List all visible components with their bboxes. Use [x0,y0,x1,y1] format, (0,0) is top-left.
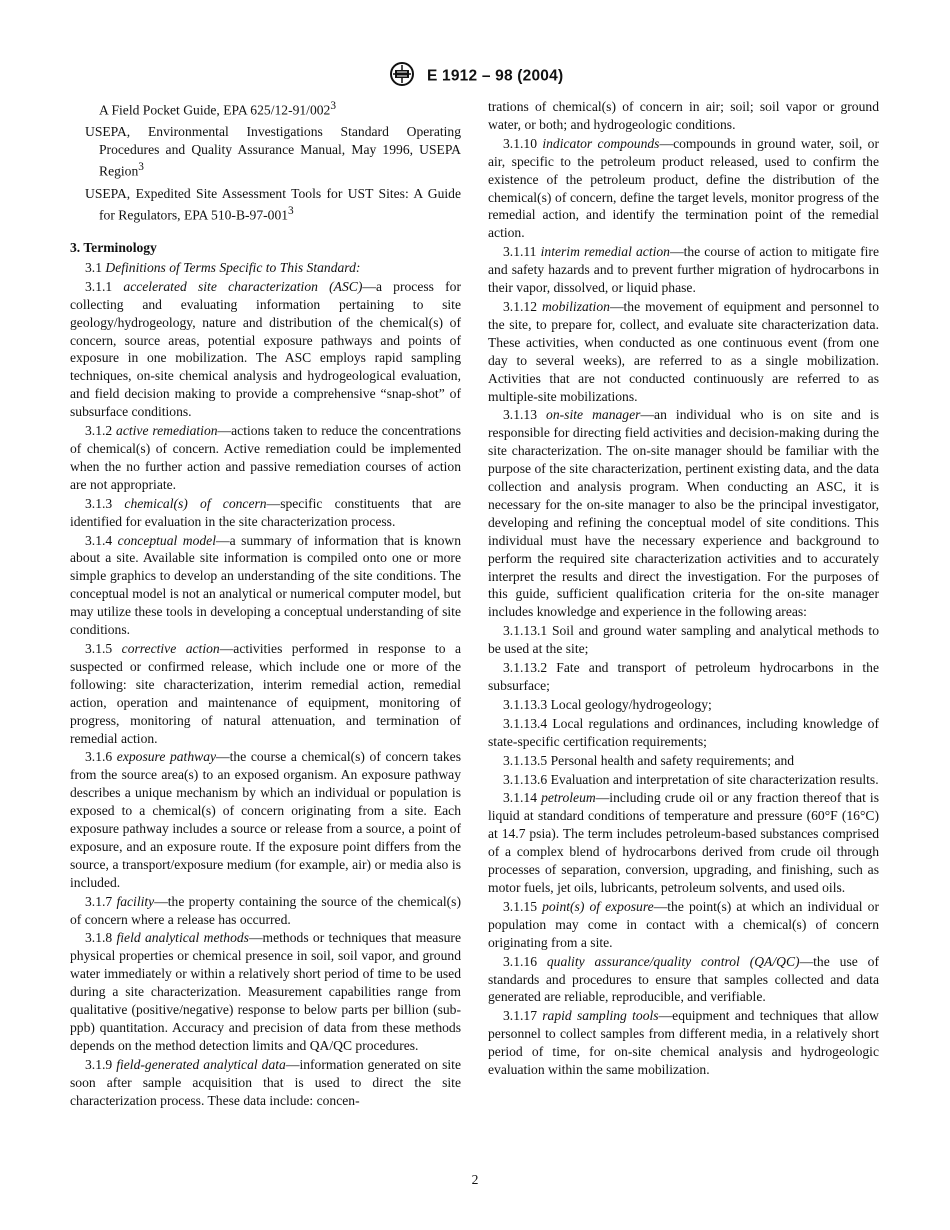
list-item: 3.1.13.4 Local regulations and ordinances, including knowledge of state-specific certification requirements; [488,715,879,749]
definition-paragraph: 3.1.15 point(s) of exposure—the point(s) at which an individual or population may come in contact with a chemical(s) of concern originating from a site. [488,898,879,950]
definition-paragraph: 3.1.9 field-generated analytical data—information generated on site soon after sample acquisition that is used to direct the site characterization process. These data include: concen- [70,1056,461,1108]
definition-paragraph: 3.1.5 corrective action—activities performed in response to a suspected or confirmed release, which include one or more of the following: site characterization, interim remedial action, remedial action, operation and maintenance of equipment, monitoring of progress, monitoring of natural attenuation, and termination of remedial action. [70,640,461,746]
astm-logo-icon [387,62,417,91]
definition-paragraph: 3.1.2 active remediation—actions taken to reduce the concentrations of chemical(s) of concern. Active remediation could be implemented when the no further action and passive remediation courses of action are not appropriate. [70,423,461,492]
list-item: 3.1.13.6 Evaluation and interpretation of site characterization results. [503,771,879,787]
subsection-heading: 3.1 Definitions of Terms Specific to This Standard: [85,259,361,275]
standard-designation: E 1912 – 98 (2004) [427,67,564,85]
continued-paragraph: trations of chemical(s) of concern in air; soil; soil vapor or ground water, or both; and hydrogeologic conditions. [488,99,879,132]
right-column [488,98,879,1079]
list-item: 3.1.13.1 Soil and ground water sampling and analytical methods to be used at the site; [488,623,879,657]
definition-paragraph: 3.1.7 facility—the property containing the source of the chemical(s) of concern where a release has occurred. [70,893,461,927]
definition-paragraph: 3.1.17 rapid sampling tools—equipment and techniques that allow personnel to collect samples from different media, in a relatively short period of time, for on-site chemical analysis and hydrogeologic evaluation within the same mobilization. [488,1008,879,1078]
left-column [70,98,461,1110]
definition-paragraph: 3.1.1 accelerated site characterization (ASC)—a process for collecting and evaluating information pertaining to site geology/hydrogeology, nature and distribution of the chemical(s) of concern, source areas, potential exposure pathways and points of exposure in one mobilization. The ASC employs rapid sampling techniques, on-site chemical analysis and hydrogeological evaluation, and field decision making to provide a comprehensive “snap-shot” of subsurface conditions. [70,278,462,420]
reference-item: USEPA, Expedited Site Assessment Tools for UST Sites: A Guide for Regulators, EPA $510-B-97-001^3$ [85,185,461,223]
page-number: 2 [471,1172,479,1187]
page-header [0,62,950,91]
list-item: 3.1.13.3 Local geology/hydrogeology; [503,696,712,712]
definition-paragraph: 3.1.8 field analytical methods—methods or techniques that measure physical properties or chemical presence in soil, soil vapor, and ground water immediately or within a relatively short period of time to be used during a site characterization. Measurement capabilities range from qualitative (positive/negative) response to below parts per billion (sub-ppb) quantitation. Accuracy and precision of data from these methods depends on the method detection limits and QA/QC procedures. [70,930,461,1053]
definition-paragraph: 3.1.14 petroleum—including crude oil or any fraction thereof that is liquid at standard conditions of temperature and pressure (60°F (16°C) at 14.7 psia). The term includes petroleum-based substances comprised of a complex blend of hydrocarbons derived from crude oil through processes of separation, conversion, upgrading, and finishing, such as motor fuels, jet oils, lubricants, petroleum solvents, and used oils. [488,790,879,895]
reference-item: A Field Pocket Guide, EPA $625/12-91/002^3$ [99,100,337,118]
definition-paragraph: 3.1.4 conceptual model—a summary of information that is known about a site. Available site information is compiled onto one or more simple graphics to develop an understanding of the site conditions. The conceptual model is not an analytical or numerical computer model, but may utilize these tools in developing a conceptual understanding of site conditions. [70,532,461,638]
definition-paragraph: 3.1.6 exposure pathway—the course a chemical(s) of concern takes from the source area(s) to an exposed organism. An exposure pathway describes a unique mechanism by which an individual or population is exposed to a chemical(s) of concern originating from a site. Each exposure pathway includes a source or release from a source, a point of exposure, and an exposure route. If the exposure point differs from the source, a transport/exposure medium (for example, air) or media also is included. [70,749,462,890]
section-heading: 3. Terminology [70,240,157,256]
definition-paragraph: 3.1.16 quality assurance/quality control (QA/QC)—the use of standards and procedures to ensure that samples collected and data generated are reliable, reproducible, and verifiable. [488,953,879,1005]
definition-paragraph: 3.1.11 interim remedial action—the course of action to mitigate fire and safety hazards and to prevent further migration of hydrocarbons in their vapor, dissolved, or liquid phase. [488,244,879,296]
definition-paragraph: 3.1.10 indicator compounds—compounds in ground water, soil, or air, specific to the petroleum product released, used to confirm the existence of the petroleum product, define the distribution of the chemical(s) of concern, define the target levels, monitor progress of the remedial action, and identify the termination point of the remedial action. [488,135,879,241]
list-item: 3.1.13.2 Fate and transport of petroleum hydrocarbons in the subsurface; [488,660,879,693]
list-item: 3.1.13.5 Personal health and safety requirements; and [503,752,795,768]
definition-paragraph: 3.1.12 mobilization—the movement of equipment and personnel to the site, to prepare for, collect, and evaluate site characterization data. These activities, when conducted as one continuous event (from one day to several weeks), are referred to as a single mobilization. Activities that are not conducted continuously are referred to as multiple-site mobilizations. [488,298,880,404]
definition-paragraph: 3.1.13 on-site manager—an individual who is on site and is responsible for directing field activities and decision-making during the site characterization. The on-site manager should be familiar with the purpose of the site characterization, pertinent existing data, and the data collection and analysis program. When conducting an ASC, it is necessary for the on-site manager to also be the principal investigator, developing and refining the conceptual model of site conditions. This individual must have the necessary experience and background to perform the required site characterization activities and to accurately interpret the results and direct the investigation. For the purposes of this guide, sufficient qualification criteria for the on-site manager includes knowledge and experience in the following areas: [488,407,880,620]
reference-item: USEPA, Environmental Investigations Standard Operating Procedures and Quality Assurance Manual, May 1996, USEPA Region$^3$ [85,124,461,179]
definition-paragraph: 3.1.3 chemical(s) of concern—specific constituents that are identified for evaluation in the site characterization process. [70,495,462,529]
